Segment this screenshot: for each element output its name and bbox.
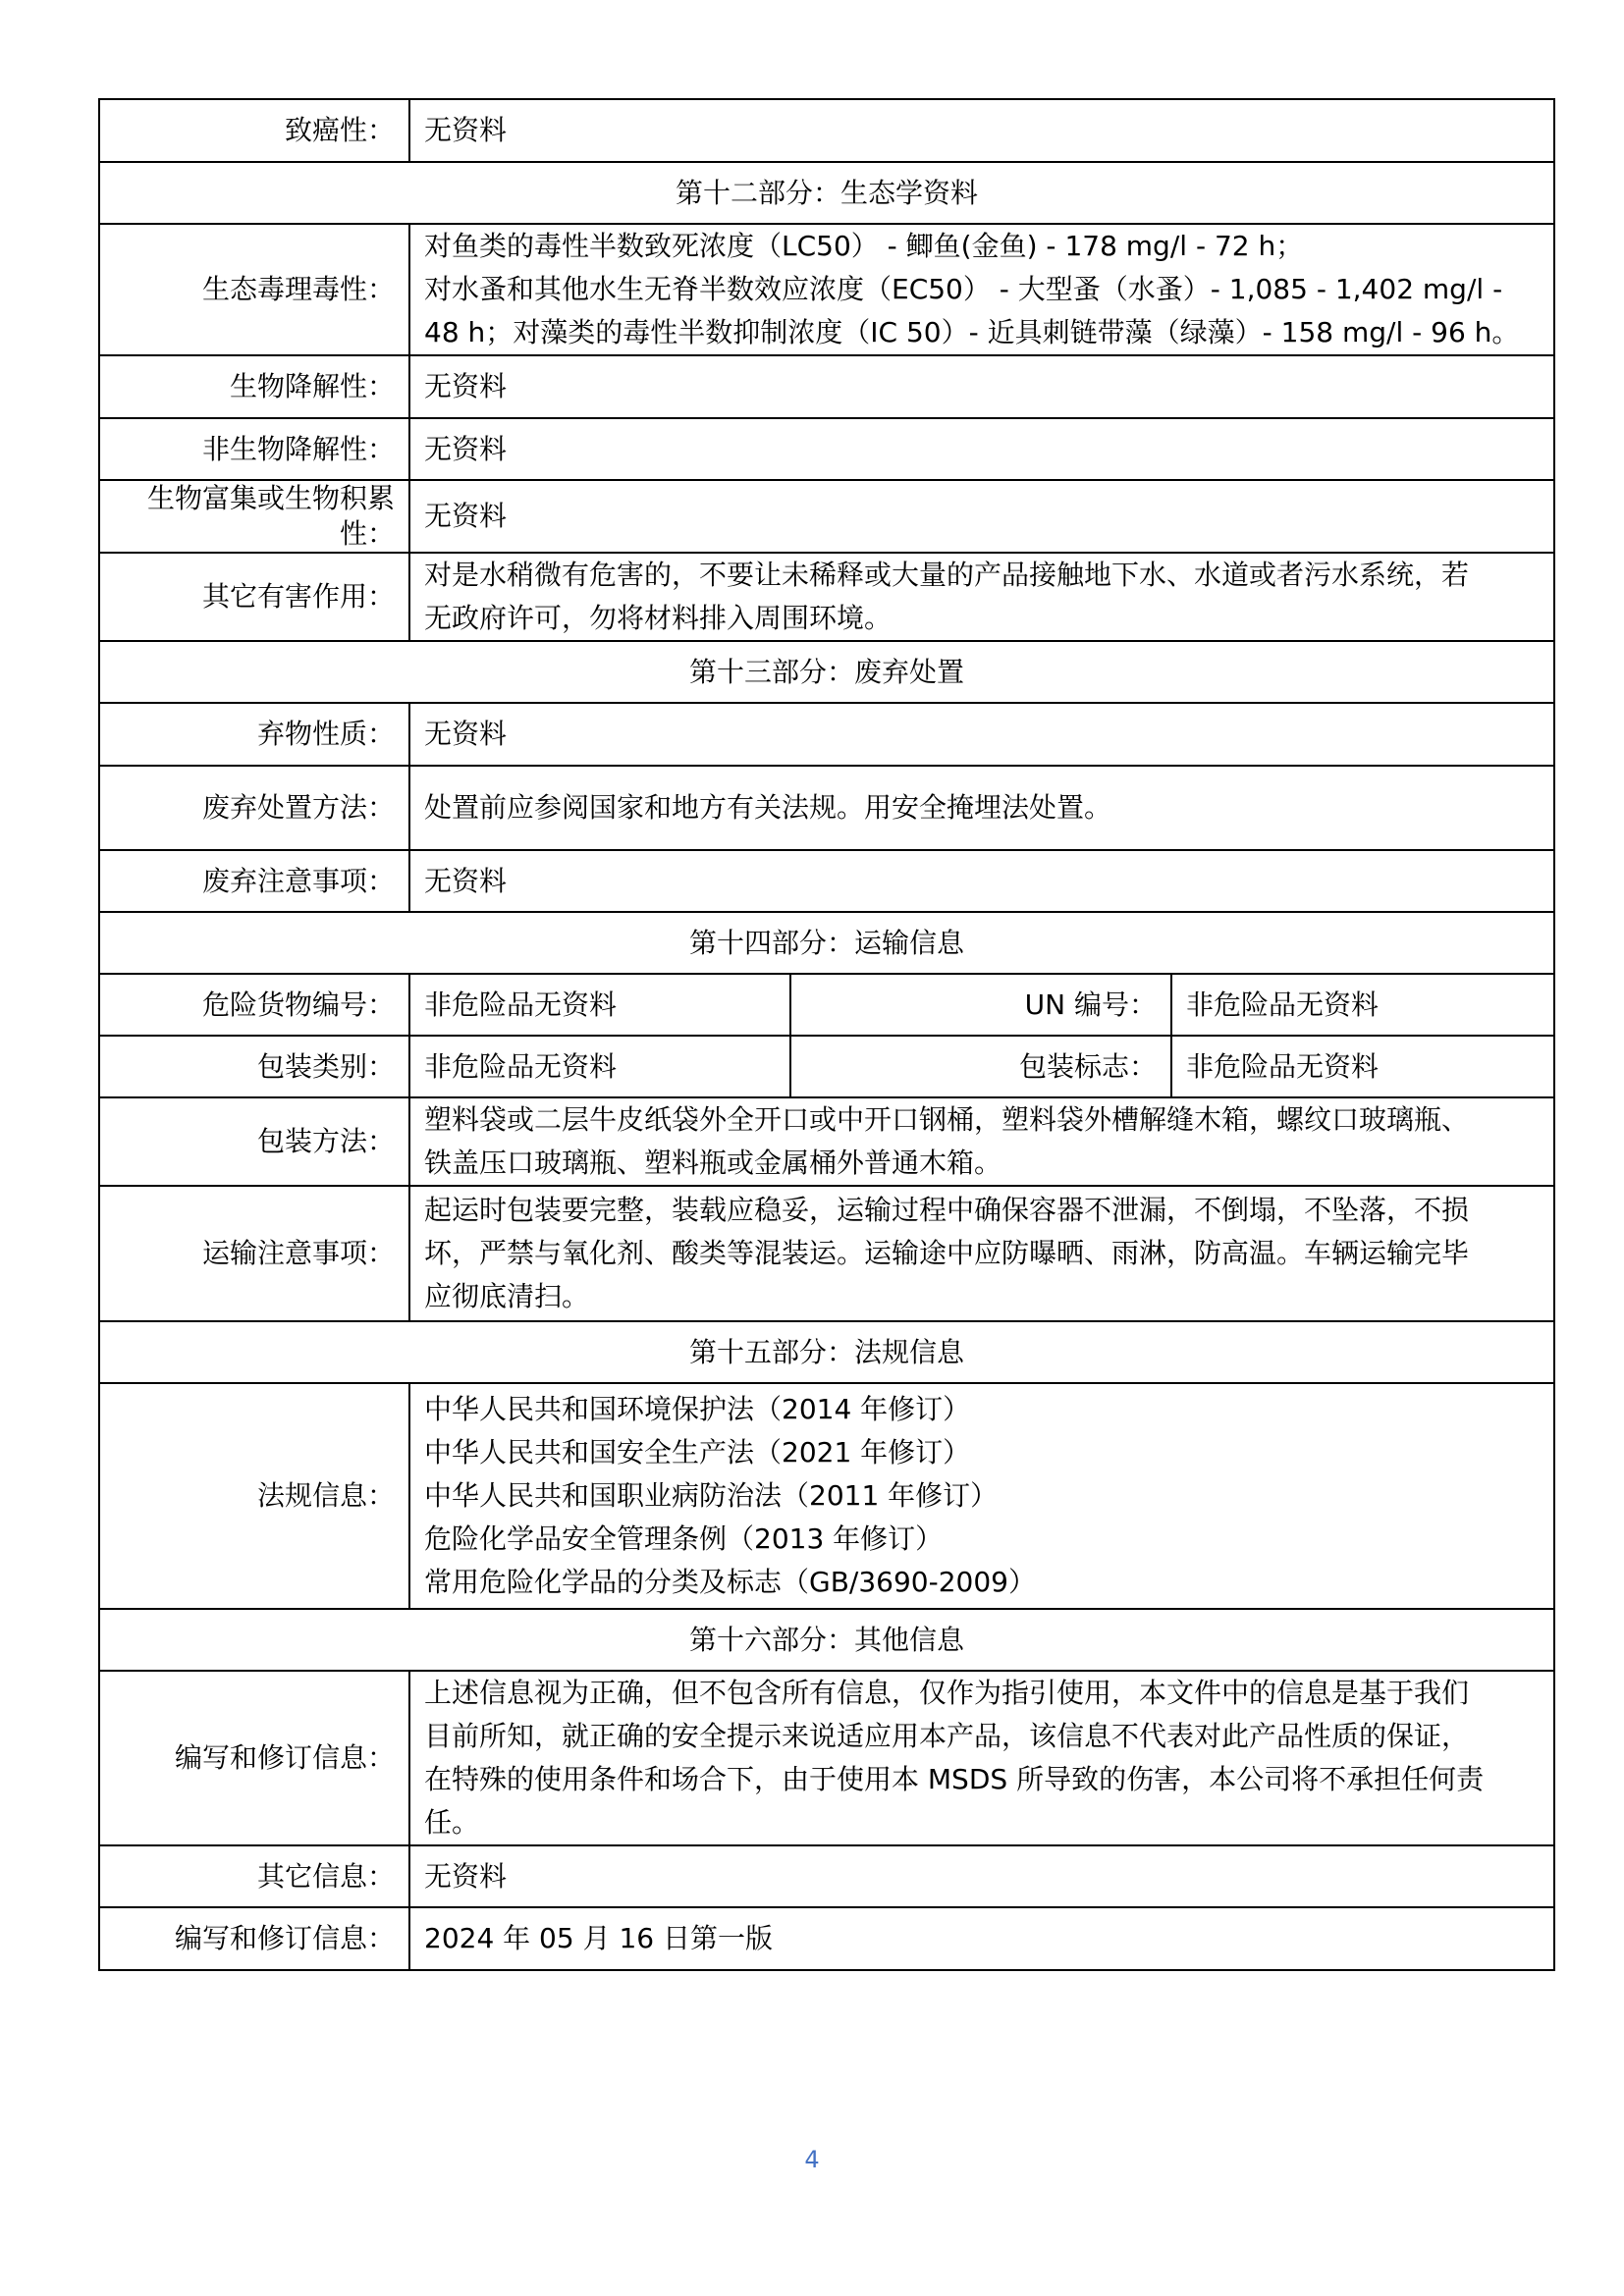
row-dangerous-goods: [99, 974, 1554, 1036]
value-transport-notes: [409, 1186, 1554, 1321]
label-waste-nature: 弃物性质：: [99, 703, 409, 766]
transport-notes-line: 应彻底清扫。: [424, 1280, 590, 1312]
ecotoxicity-line: 48 h；对藻类的毒性半数抑制浓度（IC 50）- 近具刺链带藻（绿藻）- 158 mg/l - 96 h。: [424, 316, 1520, 348]
row-packing-method: [99, 1097, 1554, 1186]
value-revision-info: [409, 1671, 1554, 1845]
row-disposal-notes: [99, 850, 1554, 912]
section-15-row: [99, 1321, 1554, 1383]
label-bioaccumulation: 生物富集或生物积累性：: [99, 480, 409, 553]
label-revision-info: 编写和修订信息：: [99, 1671, 409, 1845]
section-14-row: [99, 912, 1554, 974]
row-revision-date: [99, 1907, 1554, 1970]
value-disposal-method: 处置前应参阅国家和地方有关法规。用安全掩埋法处置。: [409, 766, 1554, 850]
section-heading-16: 第十六部分：其他信息: [99, 1609, 1554, 1671]
regulation-line: 中华人民共和国职业病防治法（2011 年修订）: [424, 1479, 999, 1512]
regulation-line: 危险化学品安全管理条例（2013 年修订）: [424, 1522, 944, 1555]
value-regulations: [409, 1383, 1554, 1609]
label-other-info: 其它信息：: [99, 1845, 409, 1907]
revision-info-line: 在特殊的使用条件和场合下，由于使用本 MSDS 所导致的伤害，本公司将不承担任何责: [424, 1763, 1485, 1795]
section-heading-14: 第十四部分：运输信息: [99, 912, 1554, 974]
row-other-hazards: [99, 553, 1554, 641]
label-carcinogenicity: 致癌性：: [99, 99, 409, 162]
value-packing-group: 非危险品无资料: [409, 1036, 790, 1097]
row-bioaccumulation: [99, 480, 1554, 553]
value-ecotoxicity: [409, 224, 1554, 355]
label-biodegradability: 生物降解性：: [99, 355, 409, 418]
section-13-row: [99, 641, 1554, 703]
label-ecotoxicity: 生态毒理毒性：: [99, 224, 409, 355]
label-revision-date: 编写和修订信息：: [99, 1907, 409, 1970]
packing-method-line: 铁盖压口玻璃瓶、塑料瓶或金属桶外普通木箱。: [424, 1147, 1002, 1179]
row-waste-nature: [99, 703, 1554, 766]
label-un-no: UN 编号：: [790, 974, 1171, 1036]
row-packing: [99, 1036, 1554, 1097]
row-non-biodegradability: [99, 418, 1554, 480]
regulation-line: 常用危险化学品的分类及标志（GB/3690-2009）: [424, 1566, 1036, 1598]
row-disposal-method: [99, 766, 1554, 850]
ecotoxicity-line: 对水蚤和其他水生无脊半数效应浓度（EC50） - 大型蚤（水蚤）- 1,085 - 1,402 mg/l -: [424, 273, 1503, 305]
label-packing-group: 包装类别：: [99, 1036, 409, 1097]
value-waste-nature: 无资料: [409, 703, 1554, 766]
value-un-no: 非危险品无资料: [1171, 974, 1554, 1036]
value-carcinogenicity: 无资料: [409, 99, 1554, 162]
regulation-line: 中华人民共和国环境保护法（2014 年修订）: [424, 1393, 971, 1425]
row-transport-notes: [99, 1186, 1554, 1321]
section-heading-15: 第十五部分：法规信息: [99, 1321, 1554, 1383]
transport-notes-line: 坏，严禁与氧化剂、酸类等混装运。运输途中应防曝晒、雨淋，防高温。车辆运输完毕: [424, 1237, 1470, 1269]
page-number: 4: [804, 2146, 820, 2173]
value-bioaccumulation: 无资料: [409, 480, 1554, 553]
label-dangerous-goods-no: 危险货物编号：: [99, 974, 409, 1036]
value-other-info: 无资料: [409, 1845, 1554, 1907]
section-12-row: [99, 162, 1554, 224]
value-disposal-notes: 无资料: [409, 850, 1554, 912]
label-packing-method: 包装方法：: [99, 1097, 409, 1186]
value-packing-mark: 非危险品无资料: [1171, 1036, 1554, 1097]
value-revision-date: 2024 年 05 月 16 日第一版: [409, 1907, 1554, 1970]
label-disposal-method: 废弃处置方法：: [99, 766, 409, 850]
transport-notes-line: 起运时包装要完整，装载应稳妥，运输过程中确保容器不泄漏，不倒塌，不坠落，不损: [424, 1194, 1470, 1226]
revision-info-line: 目前所知，就正确的安全提示来说适应用本产品，该信息不代表对此产品性质的保证，: [424, 1720, 1470, 1752]
value-packing-method: [409, 1097, 1554, 1186]
packing-method-line: 塑料袋或二层牛皮纸袋外全开口或中开口钢桶，塑料袋外槽解缝木箱，螺纹口玻璃瓶、: [424, 1103, 1470, 1136]
section-heading-12: 第十二部分：生态学资料: [99, 162, 1554, 224]
msds-table: [98, 98, 1555, 1971]
row-biodegradability: [99, 355, 1554, 418]
revision-info-line: 上述信息视为正确，但不包含所有信息，仅作为指引使用，本文件中的信息是基于我们: [424, 1677, 1470, 1709]
section-16-row: [99, 1609, 1554, 1671]
label-packing-mark: 包装标志：: [790, 1036, 1171, 1097]
row-revision-info: [99, 1671, 1554, 1845]
row-regulations: [99, 1383, 1554, 1609]
revision-info-line: 任。: [424, 1806, 480, 1839]
label-transport-notes: 运输注意事项：: [99, 1186, 409, 1321]
section-heading-13: 第十三部分：废弃处置: [99, 641, 1554, 703]
row-ecotoxicity: [99, 224, 1554, 355]
ecotoxicity-line: 对鱼类的毒性半数致死浓度（LC50） - 鲫鱼(金鱼) - 178 mg/l - 72 h；: [424, 230, 1304, 262]
value-other-hazards: [409, 553, 1554, 641]
label-disposal-notes: 废弃注意事项：: [99, 850, 409, 912]
label-regulations: 法规信息：: [99, 1383, 409, 1609]
row-other-info: [99, 1845, 1554, 1907]
regulation-line: 中华人民共和国安全生产法（2021 年修订）: [424, 1436, 971, 1468]
value-biodegradability: 无资料: [409, 355, 1554, 418]
value-non-biodegradability: 无资料: [409, 418, 1554, 480]
other-hazards-line: 无政府许可，勿将材料排入周围环境。: [424, 602, 893, 634]
other-hazards-line: 对是水稍微有危害的，不要让未稀释或大量的产品接触地下水、水道或者污水系统，若: [424, 559, 1470, 591]
label-non-biodegradability: 非生物降解性：: [99, 418, 409, 480]
label-other-hazards: 其它有害作用：: [99, 553, 409, 641]
value-dangerous-goods-no: 非危险品无资料: [409, 974, 790, 1036]
row-carcinogenicity: [99, 99, 1554, 162]
